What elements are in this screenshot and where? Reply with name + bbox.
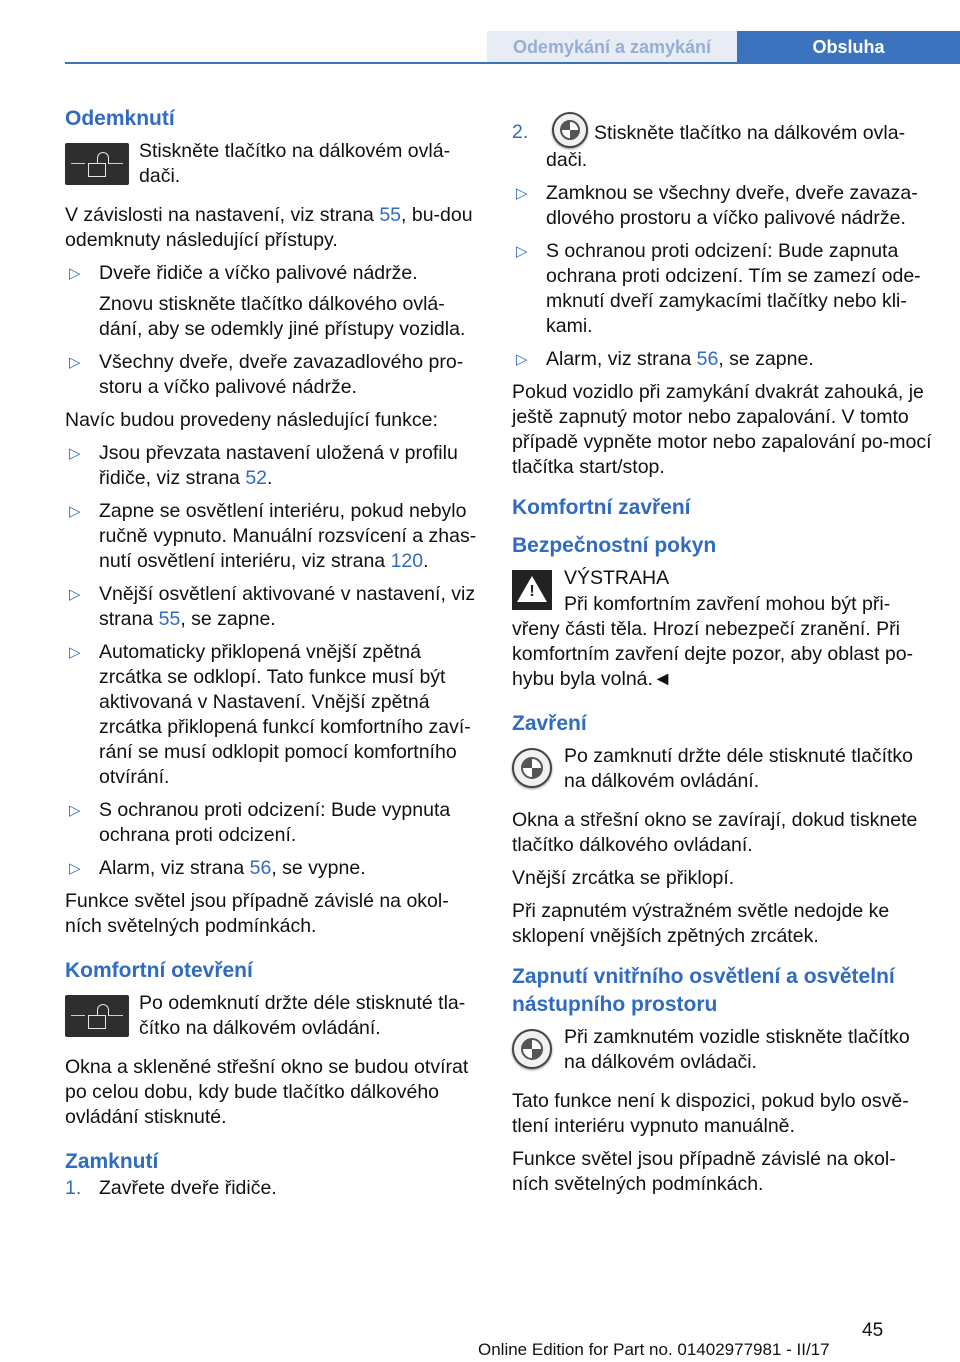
triangle-bullet-icon: ▷ [516, 351, 528, 368]
unlock-access-list [65, 261, 480, 400]
list-item: ▷ Zamknou se všechny dveře, dveře zavaza‐dlového prostoru a víčko palivové nádrže. [516, 182, 918, 229]
unlock-functions-list [65, 441, 480, 881]
list-item: ▷ Automaticky přiklopená vnější zpětná zrcátka se odklopí. Tato funkce musí být aktivovaná v Nastavení. Vnější zpětná zrcátka přiklopená funkcí komfortního zaví‐rání se musí odklopit pomocí komfortního otvírání. [69, 641, 471, 788]
page-ref-link[interactable]: 56 [696, 348, 719, 370]
page-ref-link[interactable]: 55 [379, 204, 402, 226]
lights-instruction-text: Při zamknutém vozidle stiskněte tlačítko na dálkovém ovládači. [564, 1026, 910, 1073]
lights-note: Funkce světel jsou případně závislé na okol‐ních světelných podmínkách. [65, 890, 449, 937]
unlock-paragraph: V závislosti na nastavení, viz strana 55, bu‐dou odemknuty následující přístupy. [65, 204, 473, 251]
lights-paragraph-1: Tato funkce není k dispozici, pokud bylo osvě‐tlení interiéru vypnuto manuálně. [512, 1090, 909, 1137]
heading-comfort-close: Komfortní zavření [512, 496, 691, 519]
list-item: ▷ Vnější osvětlení aktivované v nastavení, viz strana 55, se zapne. [69, 583, 476, 630]
bmw-key-button-icon [512, 748, 552, 788]
triangle-bullet-icon: ▷ [516, 243, 528, 260]
edition-text: Online Edition for Part no. 01402977981 - II/17 [478, 1340, 830, 1359]
heading-lock: Zamknutí [65, 1150, 159, 1173]
list-item: ▷ S ochranou proti odcizení: Bude zapnuta ochrana proti odcizení. Tím se zamezí ode‐mknutí dveří zamykacími tlačítky nebo kli‐kami. [516, 240, 921, 337]
footer [0, 1312, 960, 1362]
heading-safety: Bezpečnostní pokyn [512, 534, 717, 557]
heading-unlock: Odemknutí [65, 107, 175, 130]
header-chapter-tab[interactable]: Obsluha [737, 31, 960, 63]
unlock-instruction-text: Stiskněte tlačítko na dálkovém ovlá‐dači. [139, 140, 451, 187]
list-item: ▷ Zapne se osvětlení interiéru, pokud nebylo ručně vypnuto. Manuální rozsvícení a zhas‐nutí osvětlení interiéru, viz strana 120. [69, 500, 477, 572]
close-paragraph-3: Při zapnutém výstražném světle nedojde ke sklopení vnějších zpětných zrcátek. [512, 900, 890, 947]
triangle-bullet-icon: ▷ [69, 265, 81, 282]
list-item: ▷ Alarm, viz strana 56, se zapne. [516, 348, 814, 370]
close-instruction-text: Po zamknutí držte déle stisknuté tlačítko na dálkovém ovládání. [564, 745, 914, 792]
comfort-open-text: Po odemknutí držte déle stisknuté tla‐čítko na dálkovém ovládání. [139, 992, 466, 1039]
header-rule [65, 62, 960, 64]
page-ref-link[interactable]: 120 [390, 550, 424, 572]
heading-comfort-open: Komfortní otevření [65, 959, 253, 982]
warning-text: Při komfortním zavření mohou být při‐vřeny části těla. Hrozí nebezpečí zranění. Při komfortním zavření dejte pozor, aby oblast po‐hybu byla volná.◄ [512, 593, 914, 690]
lock-steps [65, 1176, 480, 1201]
comfort-open-instruction [65, 991, 480, 1041]
list-item: ▷ Jsou převzata nastavení uložená v profilu řidiče, viz strana 52. [69, 442, 458, 489]
lock-result-list [512, 181, 932, 372]
page-ref-link[interactable]: 56 [249, 857, 272, 879]
triangle-bullet-icon: ▷ [69, 860, 81, 877]
unlock-button-icon [65, 995, 129, 1037]
unlock-button-icon [65, 143, 129, 185]
triangle-bullet-icon: ▷ [69, 586, 81, 603]
list-item: ▷ S ochranou proti odcizení: Bude vypnuta ochrana proti odcizení. [69, 799, 451, 846]
functions-intro: Navíc budou provedeny následující funkce: [65, 409, 438, 431]
step-number: 1. [65, 1177, 82, 1199]
page-number: 45 [862, 1320, 884, 1341]
list-item: 1. Zavřete dveře řidiče. [65, 1177, 277, 1199]
triangle-bullet-icon: ▷ [69, 445, 81, 462]
page-ref-link[interactable]: 55 [158, 608, 181, 630]
lights-paragraph-2: Funkce světel jsou případně závislé na okol‐ních světelných podmínkách. [512, 1148, 896, 1195]
lock-steps-continued [512, 120, 932, 173]
triangle-bullet-icon: ▷ [516, 185, 528, 202]
right-column [512, 120, 932, 1205]
lights-instruction [512, 1025, 932, 1075]
list-item: ▷ Dveře řidiče a víčko palivové nádrže. Znovu stiskněte tlačítko dálkového ovlá‐dání, aby se odemkly jiné přístupy vozidla. [69, 262, 466, 340]
header-section-title: Odemykání a zamykání [487, 31, 737, 63]
unlock-instruction [65, 139, 480, 189]
bmw-key-button-icon [512, 1029, 552, 1069]
horn-note: Pokud vozidlo při zamykání dvakrát zahouká, je ještě zapnutý motor nebo zapalování. V tomto případě vypněte motor nebo zapalování po‐mocí tlačítka start/stop. [512, 381, 932, 478]
page-ref-link[interactable]: 52 [245, 467, 268, 489]
triangle-bullet-icon: ▷ [69, 802, 81, 819]
close-paragraph-2: Vnější zrcátka se přiklopí. [512, 867, 735, 889]
warning-triangle-icon: ! [512, 570, 552, 610]
close-paragraph-1: Okna a střešní okno se zavírají, dokud tisknete tlačítko dálkového ovládaní. [512, 809, 918, 856]
comfort-open-paragraph: Okna a skleněné střešní okno se budou otvírat po celou dobu, kdy bude tlačítko dálkového ovládání stisknuté. [65, 1056, 469, 1128]
triangle-bullet-icon: ▷ [69, 503, 81, 520]
list-item: 2. Stiskněte tlačítko na dálkovém ovla‐dači. [512, 120, 932, 173]
list-item: ▷ Alarm, viz strana 56, se vypne. [69, 857, 366, 879]
bmw-key-button-icon [552, 112, 588, 148]
close-instruction [512, 744, 932, 794]
warning-title: VÝSTRAHA [564, 567, 670, 589]
list-item: ▷ Všechny dveře, dveře zavazadlového pro‐storu a víčko palivové nádrže. [69, 351, 464, 398]
heading-close: Zavření [512, 712, 587, 735]
triangle-bullet-icon: ▷ [69, 354, 81, 371]
left-column [65, 105, 480, 1209]
heading-interior-lights: Zapnutí vnitřního osvětlení a osvětelní nástupního prostoru [512, 965, 895, 1016]
triangle-bullet-icon: ▷ [69, 644, 81, 661]
step-number: 2. [512, 121, 529, 143]
